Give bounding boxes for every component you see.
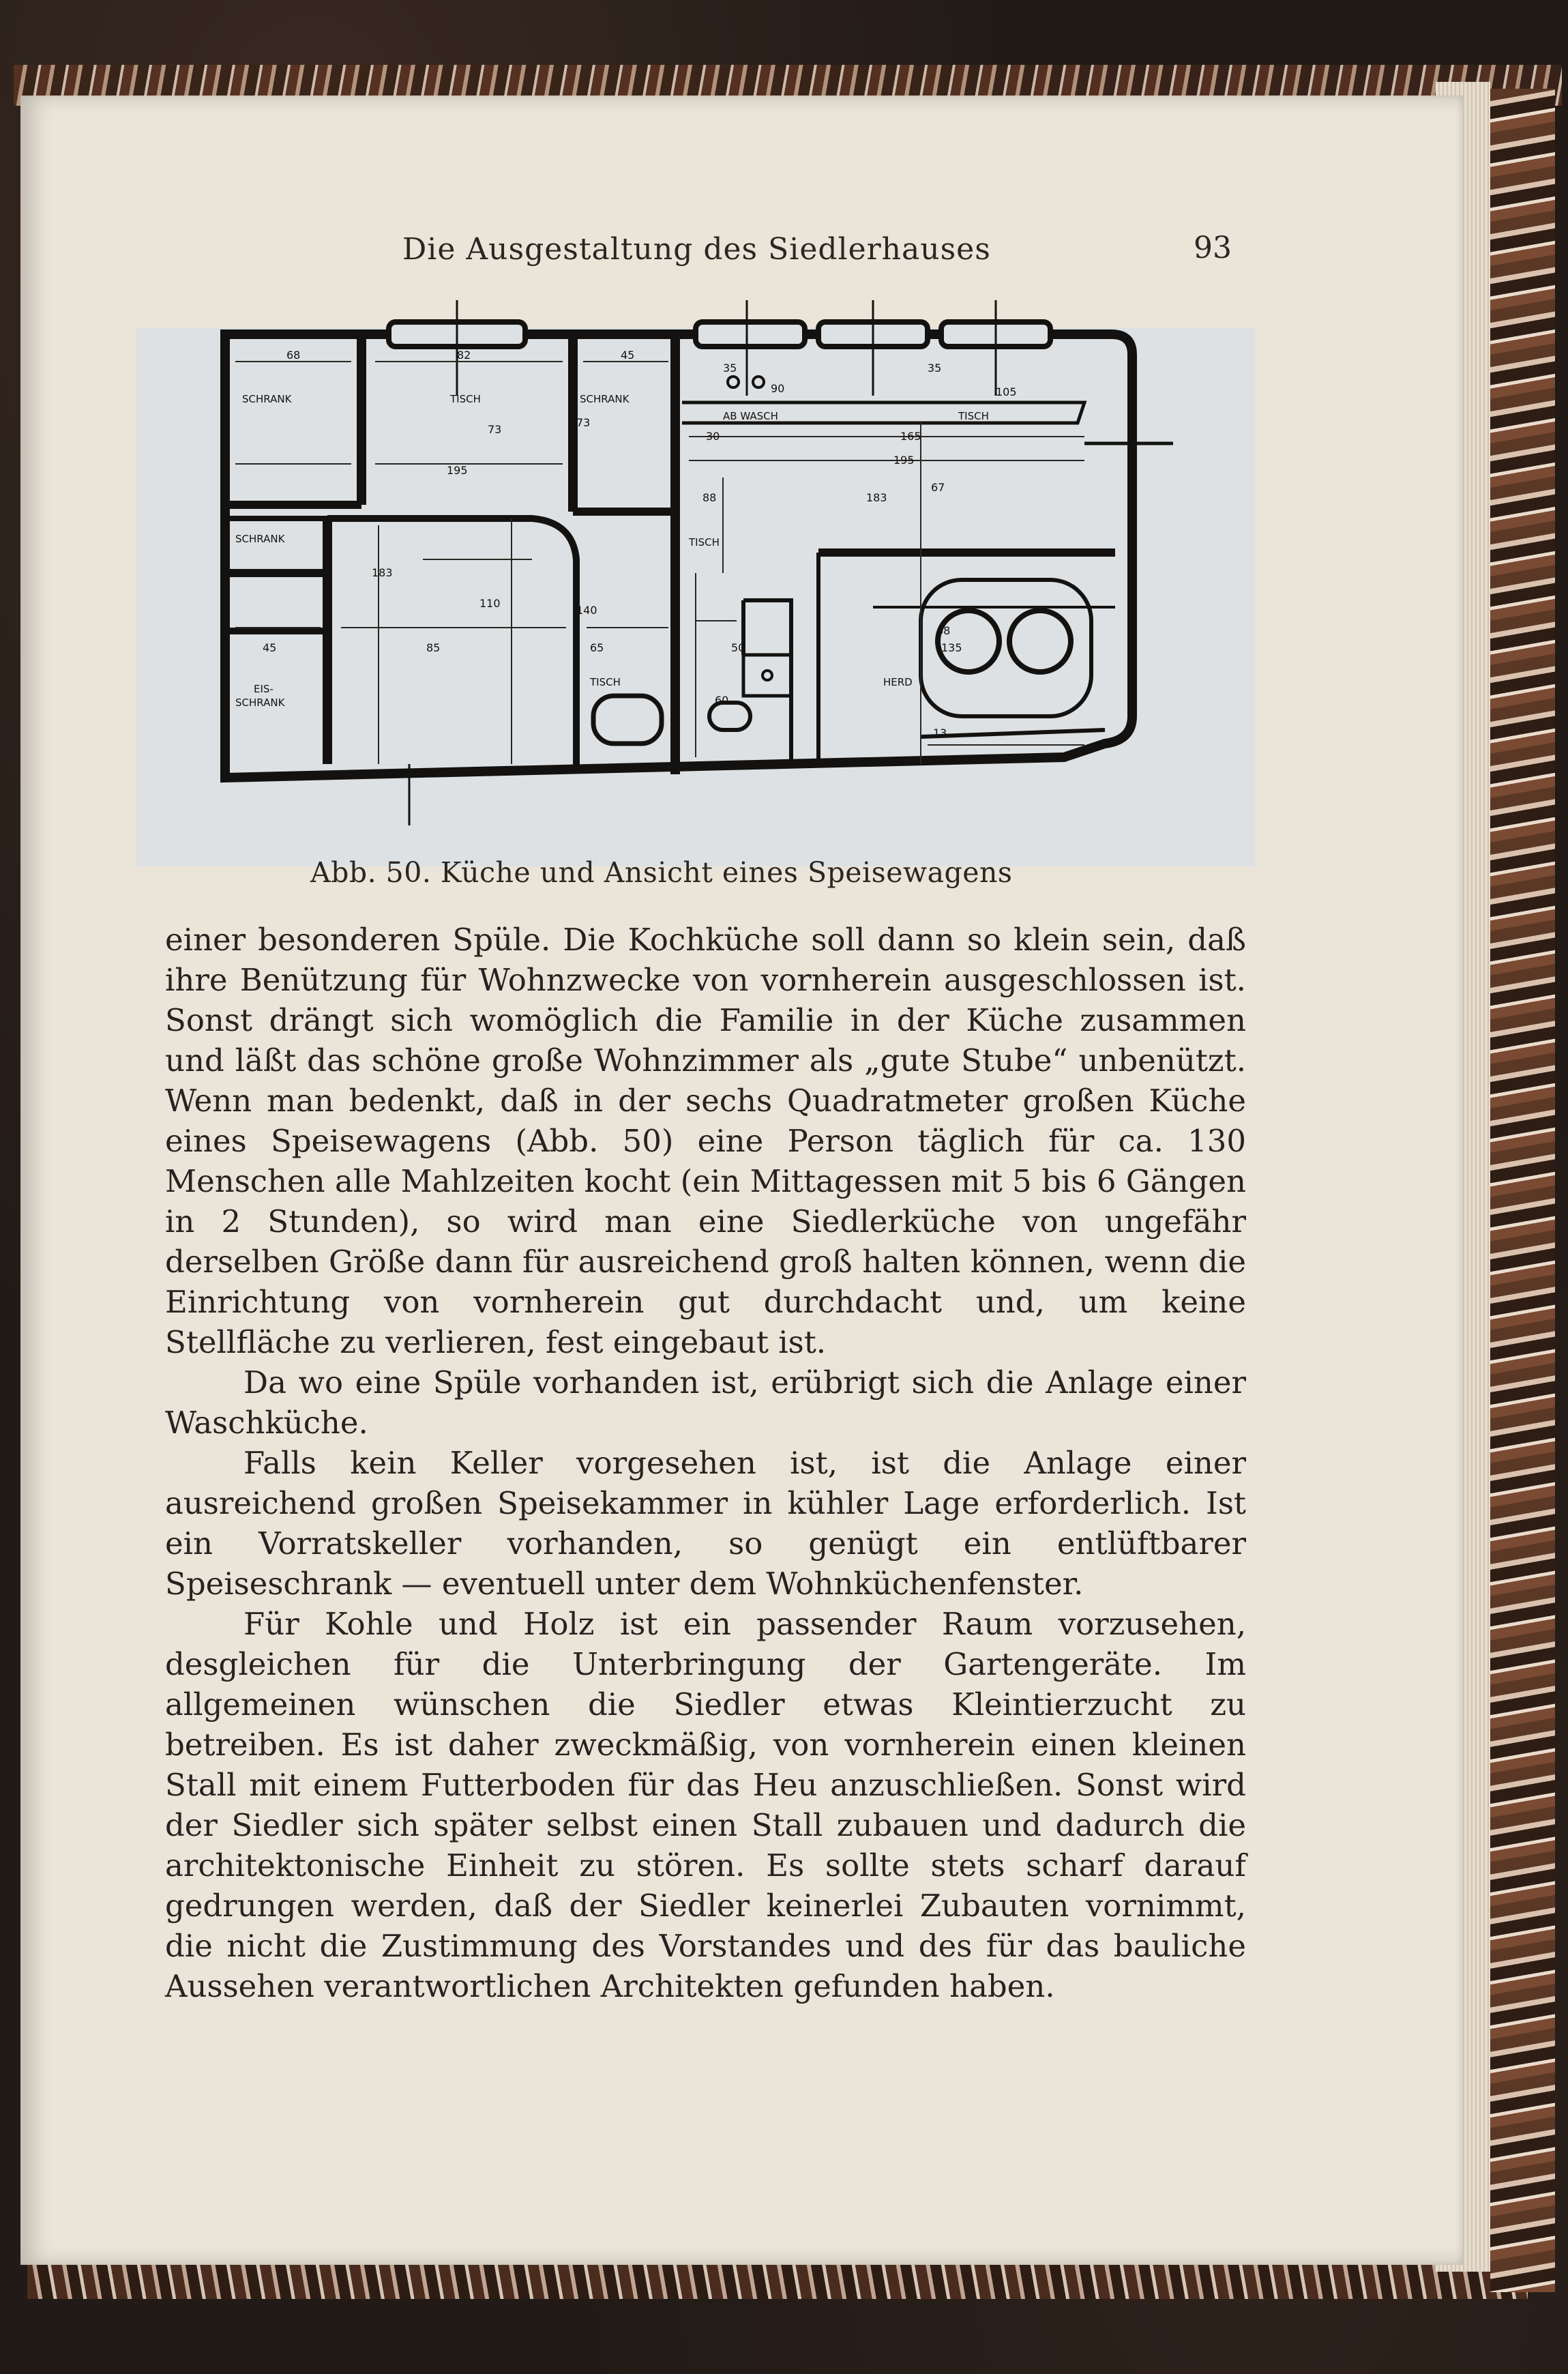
dim-68-stove: 68 (936, 624, 951, 637)
body-text (165, 920, 1246, 2006)
running-title: Die Ausgestaltung des Siedlerhauses (402, 232, 991, 267)
label-herd: HERD (883, 676, 913, 688)
dim-88: 88 (702, 491, 717, 504)
dim-30: 30 (706, 430, 720, 443)
dim-105: 105 (996, 385, 1017, 398)
dim-85: 85 (426, 641, 441, 654)
marbled-edge-bottom (27, 2265, 1528, 2299)
dim-183-left: 183 (372, 566, 393, 579)
dim-140: 140 (576, 604, 597, 617)
label-schrank-left: SCHRANK (235, 533, 285, 545)
dim-67: 67 (931, 481, 945, 494)
kitchen-floor-plan (205, 287, 1214, 846)
dim-165: 165 (900, 430, 921, 443)
label-schrank-top: SCHRANK (242, 393, 292, 405)
dim-73-a: 73 (488, 423, 502, 436)
label-eisschrank-1: EIS- (254, 683, 273, 695)
dim-45-top: 45 (621, 349, 635, 362)
label-schrank-mid: SCHRANK (580, 393, 630, 405)
dim-73-b: 73 (576, 416, 591, 429)
label-tisch-left: TISCH (450, 393, 481, 405)
dim-50: 50 (731, 641, 745, 654)
dim-135: 135 (941, 641, 962, 654)
dim-195-right: 195 (893, 454, 915, 467)
marbled-edge-right (1490, 89, 1555, 2292)
dim-60: 60 (715, 694, 729, 707)
dim-195-left: 195 (447, 464, 468, 477)
label-tisch-small: TISCH (689, 536, 720, 548)
dim-110: 110 (479, 597, 501, 610)
label-tisch-center: TISCH (590, 676, 621, 688)
label-tisch-right: TISCH (958, 410, 989, 422)
paragraph: Für Kohle und Holz ist ein passender Raum vorzusehen, desgleichen für die Unterbringung der Gartengeräte. Im allgemeinen wünschen die Siedler etwas Kleintierzucht zu betreiben. Es ist daher zweckmäßig, von vornherein einen kleinen Stall mit einem Futterboden für das Heu anzuschließen. Sonst wird der Siedler sich später selbst einen Stall zubauen und dadurch die architektonische Einheit zu stören. Es sollte stets scharf darauf gedrungen werden, daß der Siedler keinerlei Zubauten vornimmt, die nicht die Zustimmung des Vorstandes und des für das bauliche Aussehen verantwortlichen Architekten gefunden haben. (165, 1606, 1246, 2004)
figure-caption: Abb. 50. Küche und Ansicht eines Speisewagens (310, 856, 1013, 889)
dim-35-a: 35 (723, 362, 737, 375)
dim-13: 13 (933, 727, 947, 739)
paragraph: Da wo eine Spüle vorhanden ist, erübrigt sich die Anlage einer Waschküche. (165, 1364, 1246, 1441)
label-abwasch: AB WASCH (723, 410, 778, 422)
paragraph: Falls kein Keller vorgesehen ist, ist die Anlage einer ausreichend großen Speisekammer in kühler Lage erforderlich. Ist ein Vorratskeller vorhanden, so genügt ein entlüftbarer Speiseschrank — eventuell unter dem Wohnküchenfenster. (165, 1445, 1246, 1602)
dim-68: 68 (286, 349, 301, 362)
dim-82: 82 (457, 349, 471, 362)
dim-65: 65 (590, 641, 604, 654)
dim-45-left: 45 (263, 641, 277, 654)
dim-35-b: 35 (928, 362, 942, 375)
paragraph: einer besonderen Spüle. Die Kochküche soll dann so klein sein, daß ihre Benützung für Wohnzwecke von vornherein ausgeschlossen ist. Sonst drängt sich womöglich die Familie in der Küche zusammen und läßt das schöne große Wohnzimmer als „gute Stube“ unbenützt. Wenn man bedenkt, daß in der sechs Quadratmeter großen Küche eines Speisewagens (Abb. 50) eine Person täglich für ca. 130 Menschen alle Mahlzeiten kocht (ein Mittagessen mit 5 bis 6 Gängen in 2 Stunden), so wird man eine Siedlerküche von ungefähr derselben Größe dann für ausreichend groß halten können, wenn die Einrichtung von vornherein gut durchdacht und, um keine Stellfläche zu verlieren, fest eingebaut ist. (165, 922, 1246, 1360)
dim-183-right: 183 (866, 491, 887, 504)
label-eisschrank-2: SCHRANK (235, 697, 285, 709)
dim-90: 90 (771, 382, 785, 395)
page-number: 93 (1194, 231, 1232, 265)
